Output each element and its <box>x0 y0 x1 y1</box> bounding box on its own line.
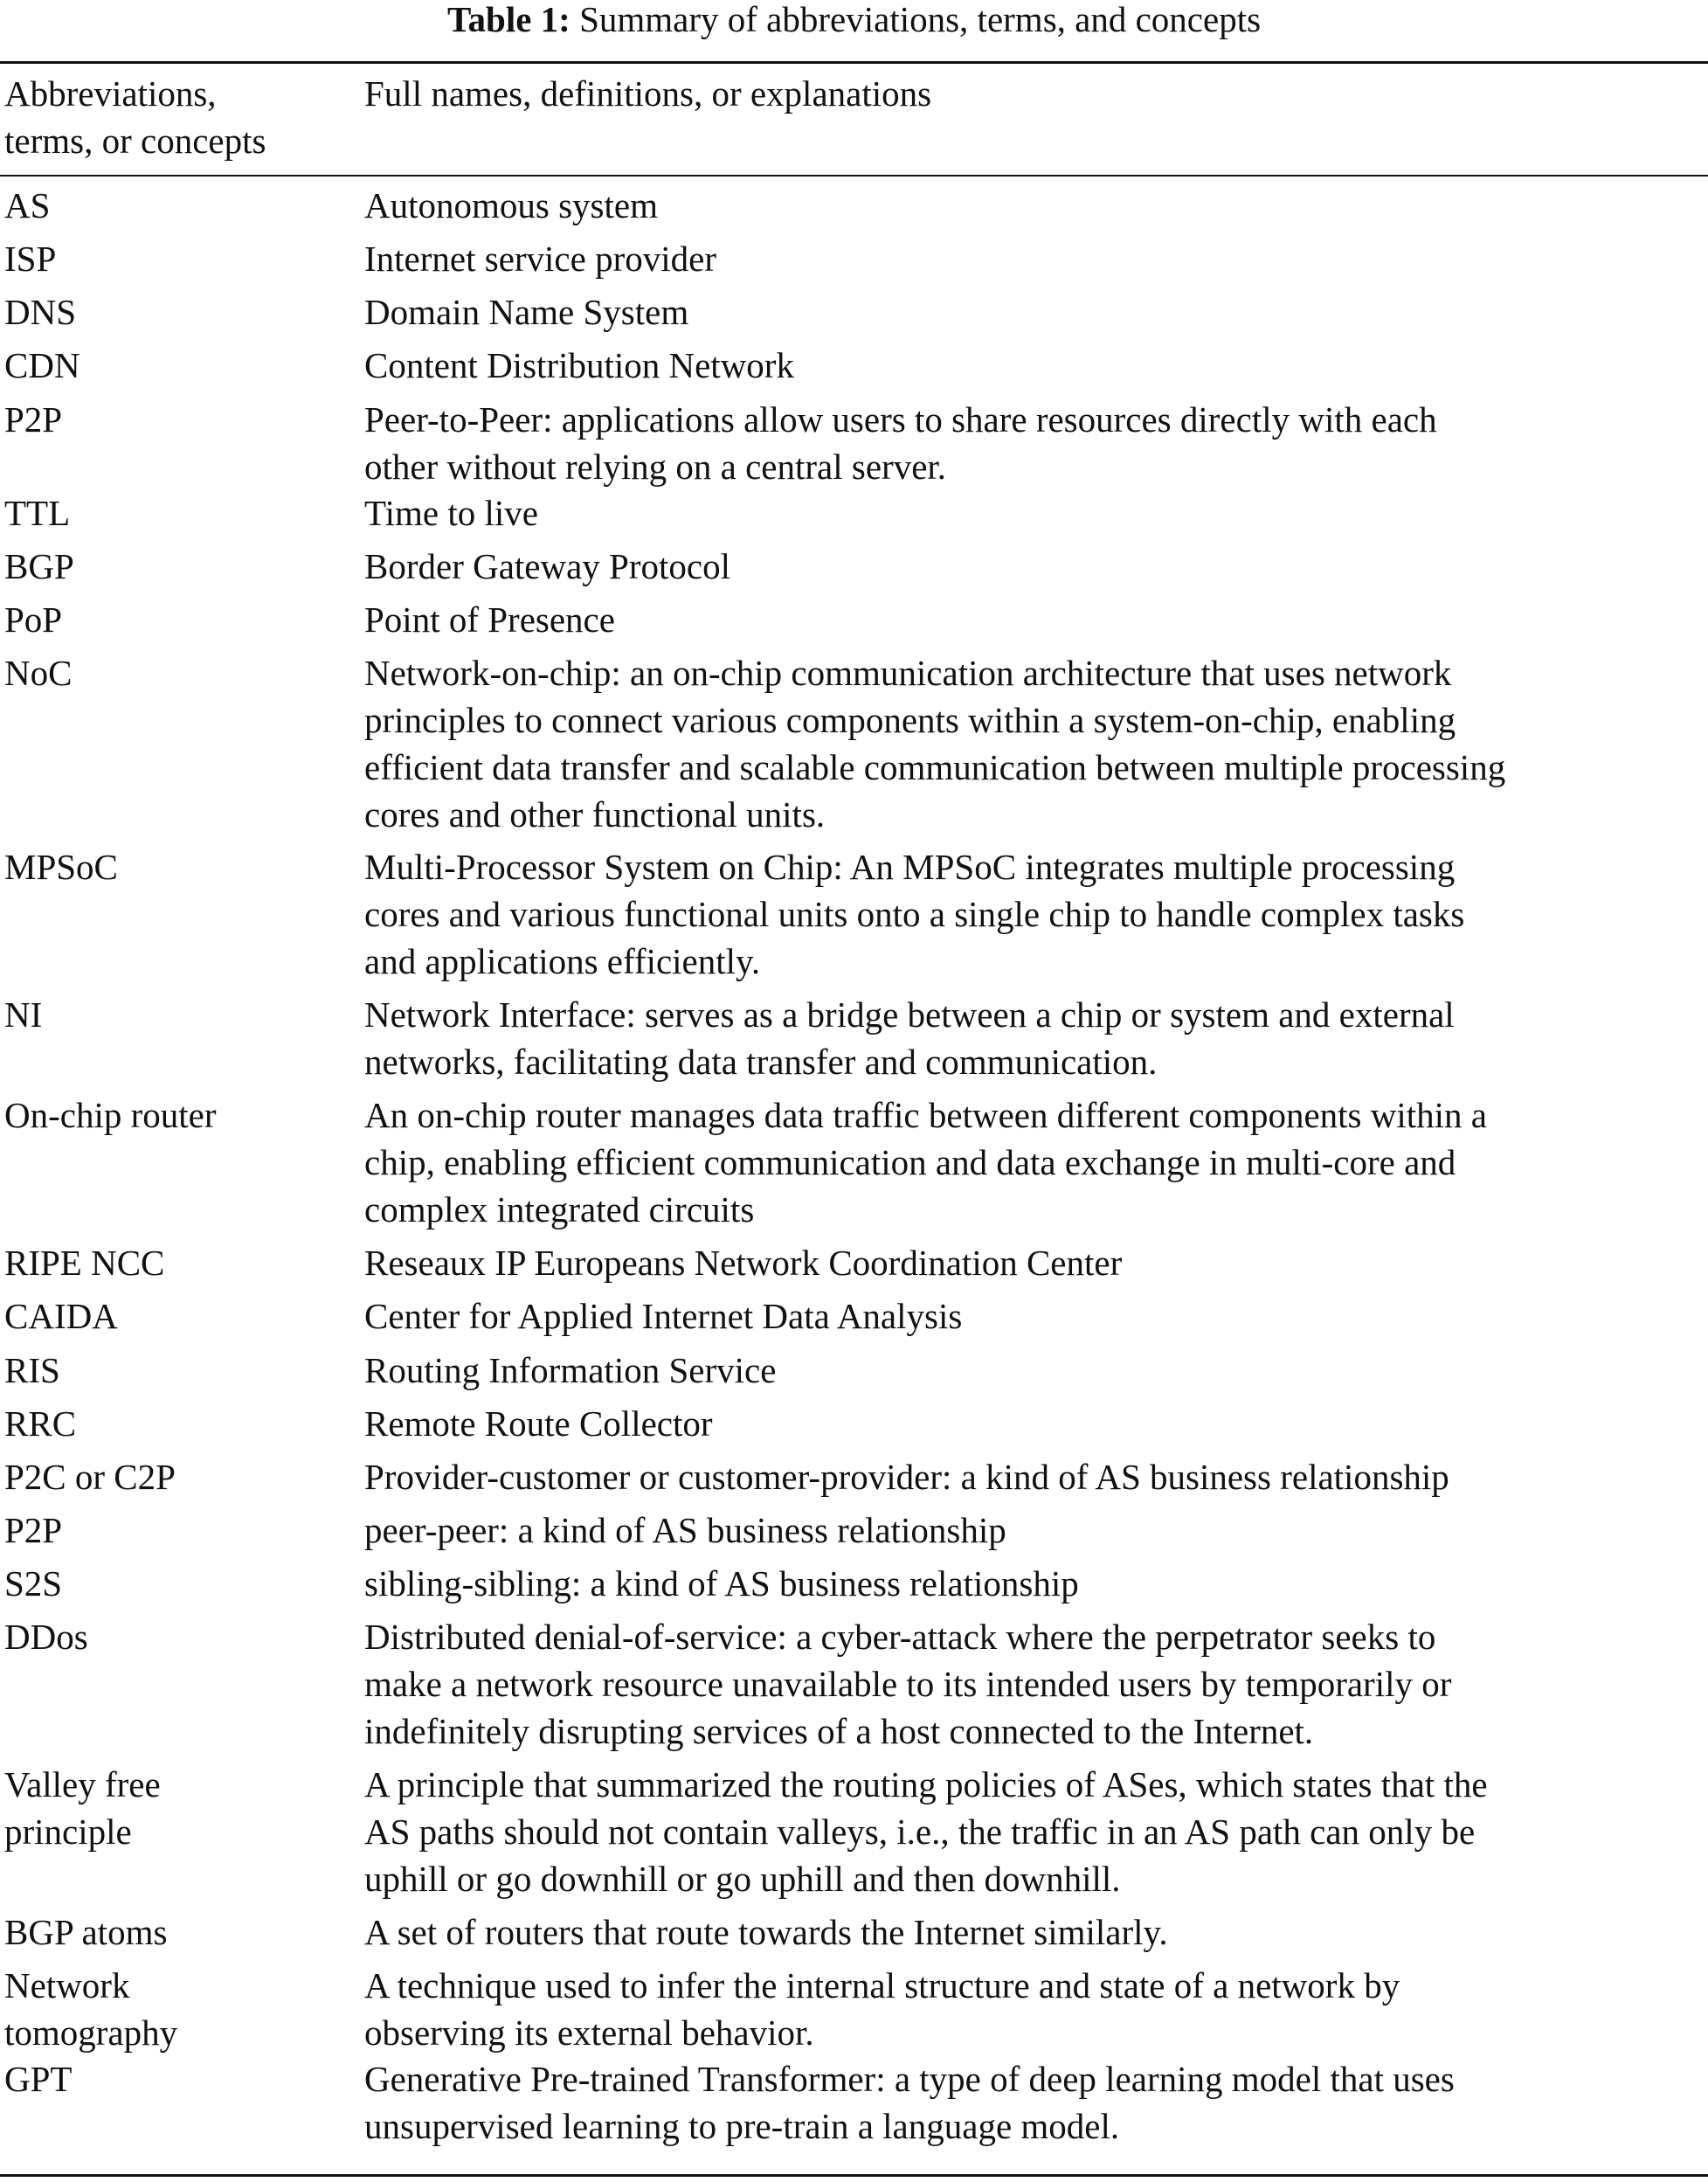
row-term: BGP atoms <box>4 1912 168 1952</box>
table-top-rule <box>0 61 1708 64</box>
row-term: RIS <box>4 1350 60 1390</box>
row-term: DNS <box>4 292 77 332</box>
table-caption-label: Table 1: <box>446 0 570 39</box>
row-definition: Border Gateway Protocol <box>364 546 730 586</box>
row-term: DDos <box>4 1617 88 1657</box>
row-term: RIPE NCC <box>4 1243 165 1283</box>
row-definition: Internet service provider <box>364 239 716 279</box>
row-term: BGP <box>4 546 74 586</box>
row-definition: sibling-sibling: a kind of AS business relationship <box>364 1563 1079 1604</box>
row-definition: Routing Information Service <box>364 1350 777 1390</box>
header-col-definitions: Full names, definitions, or explanations <box>364 73 932 114</box>
row-term: NI <box>4 994 43 1035</box>
row-term: P2C or C2P <box>4 1457 176 1497</box>
row-definition: A technique used to infer the internal structure and state of a network by observing its external behavior. <box>364 1965 1400 2053</box>
row-term: Valley free principle <box>4 1764 161 1852</box>
row-definition: A principle that summarized the routing policies of ASes, which states that the AS paths should not contain valleys, i.e., the traffic in an AS path can only be uphill or go downhill or go uphill and then downhill. <box>364 1764 1488 1899</box>
row-definition: Reseaux IP Europeans Network Coordination Center <box>364 1243 1123 1283</box>
row-term: P2P <box>4 1510 63 1550</box>
row-definition: Point of Presence <box>364 599 615 640</box>
row-term: CDN <box>4 345 80 385</box>
row-term: ISP <box>4 239 57 279</box>
table-caption-text: Summary of abbreviations, terms, and concepts <box>579 0 1262 39</box>
row-definition: peer-peer: a kind of AS business relationship <box>364 1510 1006 1550</box>
table-caption <box>0 0 1708 38</box>
row-definition: Autonomous system <box>364 185 658 225</box>
row-definition: An on-chip router manages data traffic between different components within a chip, enabling efficient communication and data exchange in multi-core and complex integrated circuits <box>364 1095 1487 1230</box>
row-definition: Center for Applied Internet Data Analysis <box>364 1296 963 1336</box>
row-term: NoC <box>4 653 73 693</box>
row-definition: Network Interface: serves as a bridge between a chip or system and external networks, facilitating data transfer and communication. <box>364 994 1455 1082</box>
row-definition: Remote Route Collector <box>364 1403 713 1444</box>
row-term: GPT <box>4 2059 73 2099</box>
row-definition: Multi-Processor System on Chip: An MPSoC integrates multiple processing cores and various functional units onto a single chip to handle complex tasks and applications efficiently. <box>364 847 1465 981</box>
row-definition: Network-on-chip: an on-chip communication architecture that uses network principles to connect various components within a system-on-chip, enabling efficient data transfer and scalable communication between multiple processing cores and other functional units. <box>364 653 1506 835</box>
row-term: P2P <box>4 399 63 440</box>
table-header-rule <box>0 175 1708 177</box>
row-definition: A set of routers that route towards the Internet similarly. <box>364 1912 1168 1952</box>
row-term: On-chip router <box>4 1095 217 1135</box>
row-term: PoP <box>4 599 63 640</box>
row-definition: Generative Pre-trained Transformer: a type of deep learning model that uses unsupervised learning to pre-train a language model. <box>364 2059 1455 2146</box>
row-definition: Provider-customer or customer-provider: a kind of AS business relationship <box>364 1457 1449 1497</box>
row-term: MPSoC <box>4 847 118 887</box>
row-definition: Peer-to-Peer: applications allow users to share resources directly with each other without relying on a central server. <box>364 399 1437 487</box>
row-definition: Content Distribution Network <box>364 345 794 385</box>
row-term: CAIDA <box>4 1296 118 1336</box>
row-term: AS <box>4 185 51 225</box>
row-term: S2S <box>4 1563 63 1604</box>
header-col-terms: Abbreviations, terms, or concepts <box>4 73 266 161</box>
row-definition: Time to live <box>364 493 538 533</box>
row-definition: Domain Name System <box>364 292 689 332</box>
row-term: RRC <box>4 1403 77 1444</box>
row-definition: Distributed denial-of-service: a cyber-attack where the perpetrator seeks to make a network resource unavailable to its intended users by temporarily or indefinitely disrupting services of a host connected to the Internet. <box>364 1617 1452 1751</box>
table-bottom-rule <box>0 2174 1708 2177</box>
row-term: Network tomography <box>4 1965 178 2053</box>
row-term: TTL <box>4 493 71 533</box>
